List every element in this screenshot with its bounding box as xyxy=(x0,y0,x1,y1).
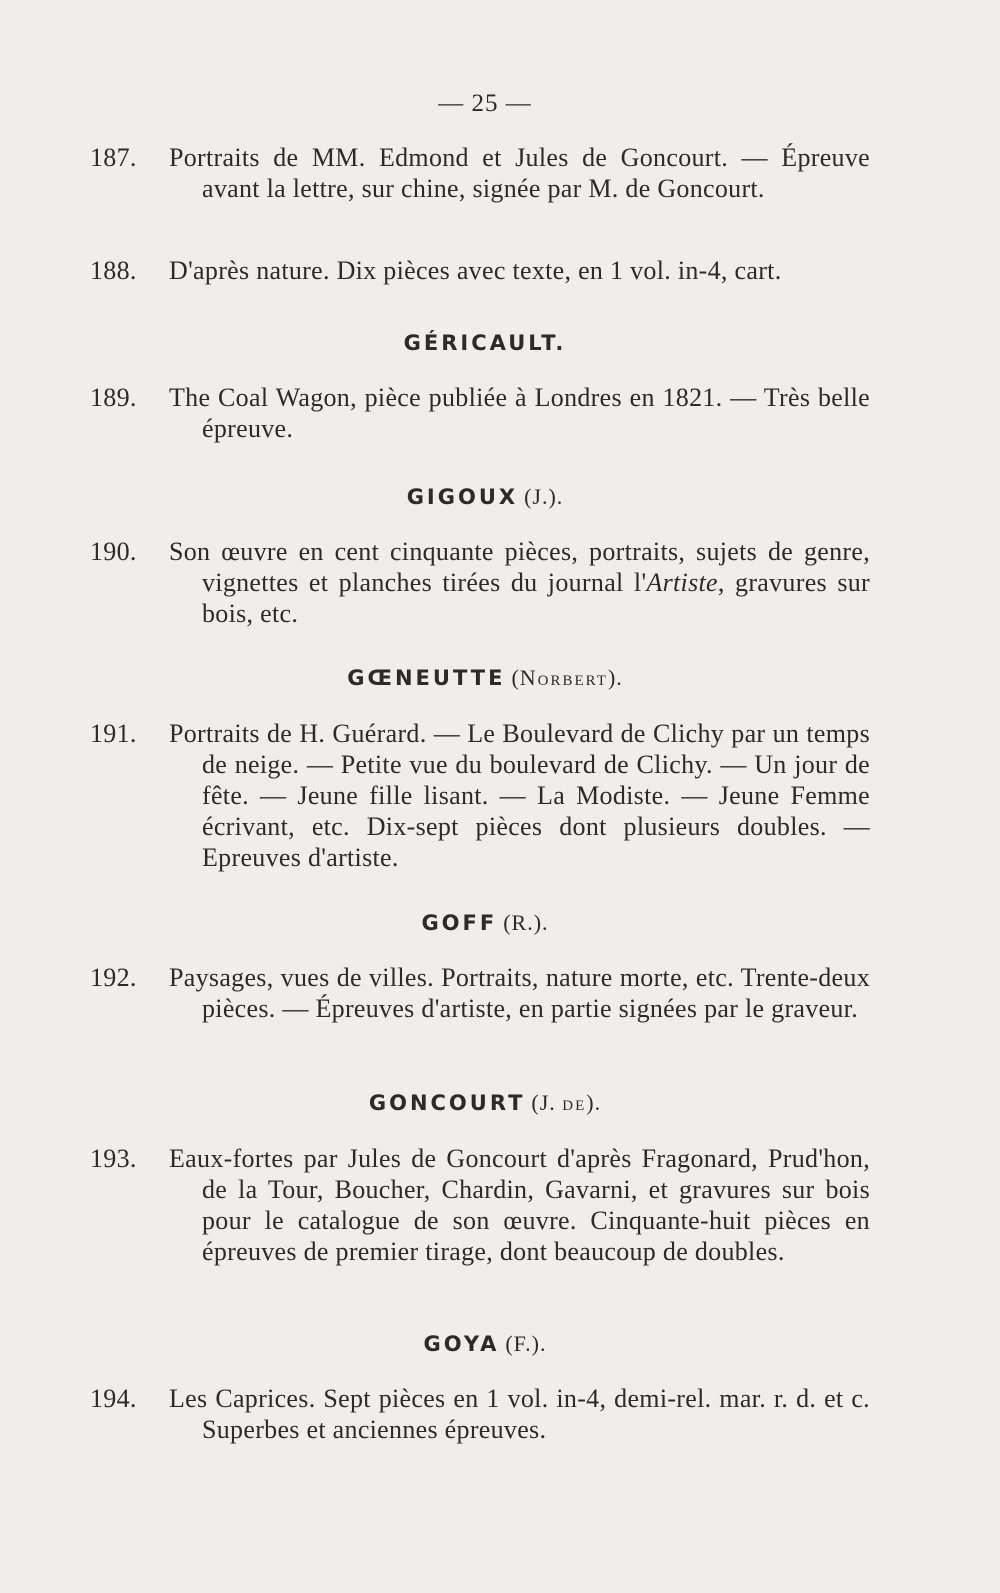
catalogue-entry-190 xyxy=(90,536,870,629)
catalogue-entry-194 xyxy=(90,1383,870,1445)
entry-number: 191. xyxy=(90,719,137,748)
entry-number: 192. xyxy=(90,963,137,992)
artist-name: GOYA xyxy=(423,1332,500,1356)
artist-heading-gigoux xyxy=(0,484,970,511)
entry-text: Portraits de H. Guérard. — Le Boulevard de Clichy par un temps de neige. — Petite vue du boulevard de Clichy. — Un jour de fête. — Jeune fille lisant. — La Modiste. — Jeune Femme écrivant, etc. Dix-sept pièces dont plusieurs doubles. — Epreuves d'artiste. xyxy=(169,719,870,872)
entry-number: 194. xyxy=(90,1384,137,1413)
catalogue-entry-189 xyxy=(90,382,870,444)
catalogue-entry-188 xyxy=(90,255,870,286)
artist-heading-goeneutte xyxy=(0,665,970,692)
artist-initials: (J.). xyxy=(524,484,564,509)
entry-number: 190. xyxy=(90,537,137,566)
artist-name: GIGOUX xyxy=(406,485,519,509)
entry-text: Les Caprices. Sept pièces en 1 vol. in-4, demi-rel. mar. r. d. et c. Superbes et anciennes épreuves. xyxy=(169,1384,870,1444)
catalogue-entry-193 xyxy=(90,1143,870,1267)
entry-text: Paysages, vues de villes. Portraits, nature morte, etc. Trente-deux pièces. — Épreuves d'artiste, en partie signées par le graveur. xyxy=(169,963,870,1023)
artist-initials: (F.). xyxy=(505,1331,547,1356)
catalogue-entry-192 xyxy=(90,962,870,1024)
artist-heading-goya xyxy=(0,1331,970,1358)
entry-text: The Coal Wagon, pièce publiée à Londres en 1821. — Très belle épreuve. xyxy=(169,383,870,443)
entry-number: 188. xyxy=(90,256,137,285)
artist-name: GOFF xyxy=(421,911,498,935)
artist-initials: (R.). xyxy=(503,910,549,935)
entry-text: Eaux-fortes par Jules de Goncourt d'après Fragonard, Prud'hon, de la Tour, Boucher, Chardin, Gavarni, et gravures sur bois pour le catalogue de son œuvre. Cinquante-huit pièces en épreuves de premier tirage, dont beaucoup de doubles. xyxy=(169,1144,870,1266)
artist-name: GŒNEUTTE xyxy=(347,666,506,690)
artist-heading-goff xyxy=(0,910,970,937)
entry-text: Portraits de MM. Edmond et Jules de Goncourt. — Épreuve avant la lettre, sur chine, signée par M. de Goncourt. xyxy=(169,143,870,203)
entry-number: 193. xyxy=(90,1144,137,1173)
catalogue-entry-187 xyxy=(90,142,870,204)
artist-initials: (J. de). xyxy=(531,1090,602,1115)
artist-heading-gericault xyxy=(0,330,970,357)
entry-number: 189. xyxy=(90,383,137,412)
journal-title: Artiste xyxy=(646,568,718,597)
entry-text xyxy=(169,536,870,629)
artist-name: GONCOURT xyxy=(368,1091,526,1115)
catalogue-entry-191 xyxy=(90,718,870,873)
entry-text-part: , gravures sur bois, etc. xyxy=(202,568,870,628)
artist-heading-goncourt xyxy=(0,1090,970,1117)
entry-number: 187. xyxy=(90,143,137,172)
entry-text-part: Son œuvre en cent cinquante pièces, portraits, sujets de genre, vignettes et planches tirées du journal l' xyxy=(169,537,870,597)
artist-name: GÉRICAULT. xyxy=(403,331,567,355)
entry-text: D'après nature. Dix pièces avec texte, en 1 vol. in-4, cart. xyxy=(169,256,782,285)
artist-initials: (Norbert). xyxy=(511,665,623,690)
page-number: — 25 — xyxy=(438,90,532,117)
